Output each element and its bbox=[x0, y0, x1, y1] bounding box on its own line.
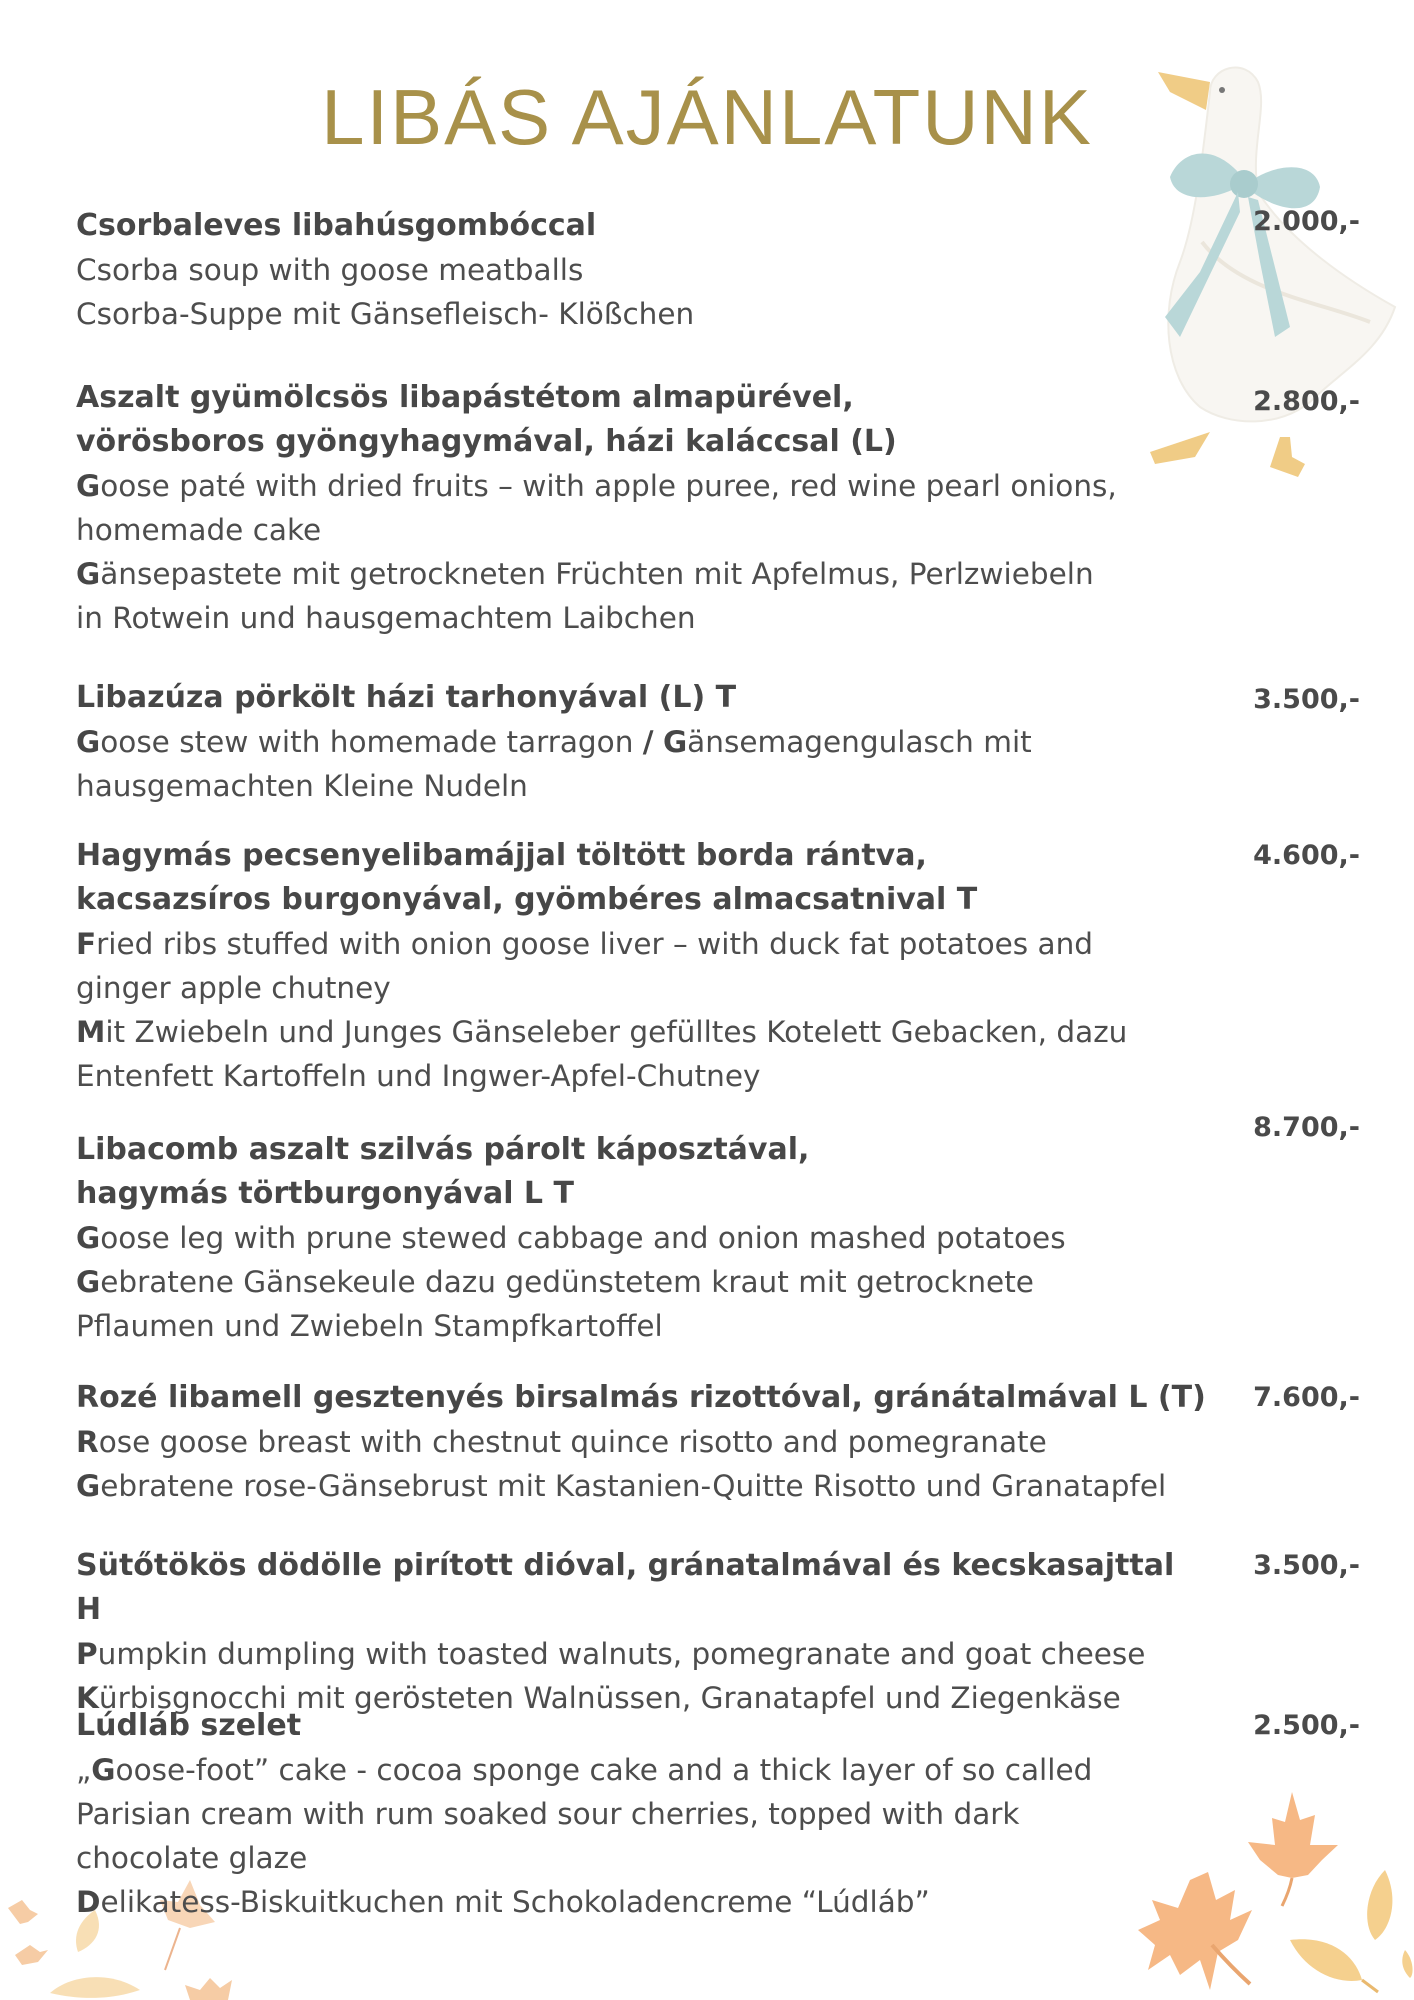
item-desc-de: Kürbisgnocchi mit gerösteten Walnüssen, Granatapfel und Ziegenkäse bbox=[76, 1681, 1121, 1715]
item-price: 7.600,- bbox=[1253, 1382, 1360, 1413]
item-name-hu: Csorbaleves libahúsgombóccal bbox=[76, 208, 597, 243]
item-desc-en: Goose leg with prune stewed cabbage and onion mashed potatoes bbox=[76, 1221, 1066, 1255]
item-desc-en: Parisian cream with rum soaked sour cherries, topped with dark bbox=[76, 1797, 1020, 1831]
item-desc-de: Gebratene Gänsekeule dazu gedünstetem kraut mit getrocknete bbox=[76, 1265, 1034, 1299]
menu-item bbox=[76, 1128, 1206, 1348]
menu-item bbox=[76, 1376, 1206, 1508]
item-name-hu: hagymás törtburgonyával L T bbox=[76, 1176, 574, 1211]
menu-item bbox=[76, 1704, 1206, 1924]
item-desc-en: Goose paté with dried fruits – with apple puree, red wine pearl onions, bbox=[76, 469, 1117, 503]
item-name-hu: Sütőtökös dödölle pirított dióval, gránatalmával és kecskasajttal H bbox=[76, 1548, 1175, 1627]
item-price: 4.600,- bbox=[1253, 840, 1360, 871]
menu-item bbox=[76, 834, 1206, 1098]
item-name-hu: Hagymás pecsenyelibamájjal töltött borda rántva, bbox=[76, 838, 927, 873]
item-price: 3.500,- bbox=[1253, 1550, 1360, 1581]
item-name-hu: vörösboros gyöngyhagymával, házi kaláccsal (L) bbox=[76, 424, 897, 459]
menu-item bbox=[76, 204, 1206, 336]
item-desc-de: Mit Zwiebeln und Junges Gänseleber gefülltes Kotelett Gebacken, dazu bbox=[76, 1015, 1128, 1049]
menu-item bbox=[76, 1544, 1206, 1720]
item-desc-de: hausgemachten Kleine Nudeln bbox=[76, 769, 528, 803]
menu-title: LIBÁS AJÁNLATUNK bbox=[321, 73, 1093, 161]
item-name-hu: Rozé libamell gesztenyés birsalmás rizottóval, gránátalmával L (T) bbox=[76, 1380, 1206, 1415]
item-name-hu: kacsazsíros burgonyával, gyömbéres almacsatnival T bbox=[76, 882, 978, 917]
item-desc-en: Pumpkin dumpling with toasted walnuts, pomegranate and goat cheese bbox=[76, 1637, 1146, 1671]
item-desc-en: Rose goose breast with chestnut quince risotto and pomegranate bbox=[76, 1425, 1047, 1459]
item-price: 2.500,- bbox=[1253, 1710, 1360, 1741]
menu-item bbox=[76, 676, 1206, 808]
item-name-hu: Libacomb aszalt szilvás párolt káposztával, bbox=[76, 1132, 810, 1167]
item-desc-de: Delikatess-Biskuitkuchen mit Schokoladencreme “Lúdláb” bbox=[76, 1885, 930, 1919]
item-price: 3.500,- bbox=[1253, 684, 1360, 715]
item-desc-de: in Rotwein und hausgemachtem Laibchen bbox=[76, 601, 696, 635]
menu-item bbox=[76, 376, 1206, 640]
item-desc-en: Csorba soup with goose meatballs bbox=[76, 253, 584, 287]
item-desc-en: ginger apple chutney bbox=[76, 971, 391, 1005]
item-desc-de: Csorba-Suppe mit Gänsefleisch- Klößchen bbox=[76, 297, 695, 331]
item-desc-de: Gänsepastete mit getrockneten Früchten mit Apfelmus, Perlzwiebeln bbox=[76, 557, 1094, 591]
item-desc-de: Gebratene rose-Gänsebrust mit Kastanien-Quitte Risotto und Granatapfel bbox=[76, 1469, 1167, 1503]
item-desc-en-de: Goose stew with homemade tarragon / Gänsemagengulasch mit bbox=[76, 725, 1032, 759]
item-desc-en: homemade cake bbox=[76, 513, 322, 547]
item-price: 2.000,- bbox=[1253, 206, 1360, 237]
item-price: 8.700,- bbox=[1253, 1112, 1360, 1143]
item-name-hu: Aszalt gyümölcsös libapástétom almapürével, bbox=[76, 380, 854, 415]
item-desc-de: Entenfett Kartoffeln und Ingwer-Apfel-Chutney bbox=[76, 1059, 761, 1093]
item-desc-en: Fried ribs stuffed with onion goose liver – with duck fat potatoes and bbox=[76, 927, 1094, 961]
item-desc-en: chocolate glaze bbox=[76, 1841, 308, 1875]
item-price: 2.800,- bbox=[1253, 386, 1360, 417]
item-desc-de: Pflaumen und Zwiebeln Stampfkartoffel bbox=[76, 1309, 663, 1343]
item-name-hu: Libazúza pörkölt házi tarhonyával (L) T bbox=[76, 680, 737, 715]
item-name-hu: Lúdláb szelet bbox=[76, 1708, 302, 1743]
item-desc-en: „Goose-foot” cake - cocoa sponge cake and a thick layer of so called bbox=[76, 1753, 1093, 1787]
